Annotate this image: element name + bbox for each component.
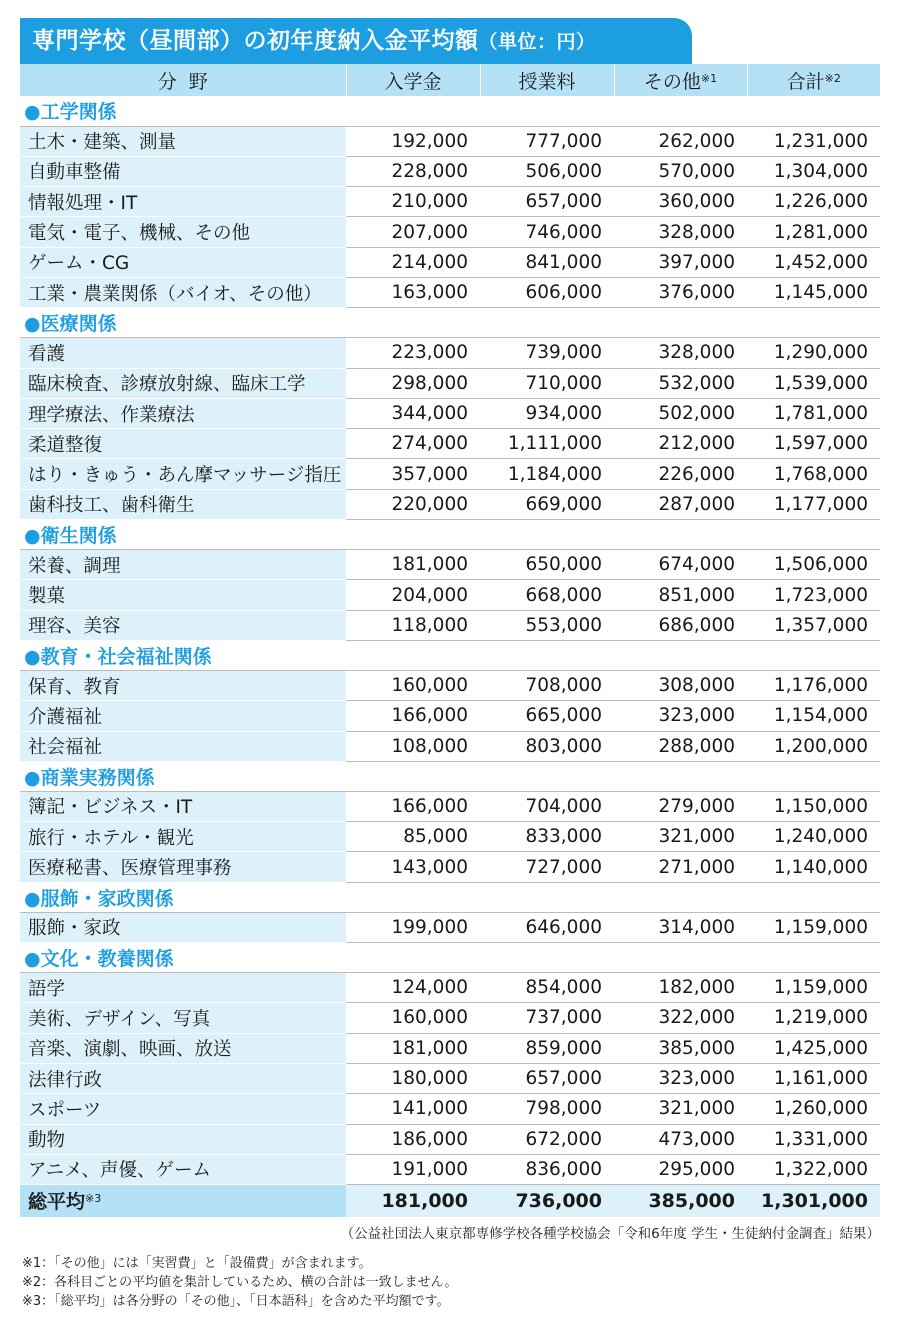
tuition-cell: 1,111,000 xyxy=(480,429,614,459)
field-label: 保育、教育 xyxy=(20,670,346,700)
tuition-cell: 657,000 xyxy=(480,187,614,217)
category-row xyxy=(20,943,880,973)
category-row xyxy=(20,882,880,912)
field-label: アニメ、声優、ゲーム xyxy=(20,1154,346,1184)
field-label: 臨床検査、診療放射線、臨床工学 xyxy=(20,368,346,398)
table-row xyxy=(20,973,880,1003)
tuition-cell: 803,000 xyxy=(480,731,614,761)
table-row xyxy=(20,1154,880,1184)
tuition-cell: 836,000 xyxy=(480,1154,614,1184)
other-cell: 279,000 xyxy=(614,791,747,821)
other-cell: 322,000 xyxy=(614,1003,747,1033)
other-cell: 674,000 xyxy=(614,550,747,580)
other-cell: 473,000 xyxy=(614,1124,747,1154)
table-footer xyxy=(20,1185,880,1217)
table-row xyxy=(20,670,880,700)
admission-cell: 204,000 xyxy=(346,580,480,610)
tuition-cell: 553,000 xyxy=(480,610,614,640)
footnote-1: ※1：「その他」には「実習費」と「設備費」が含まれます。 xyxy=(22,1256,372,1271)
total-cell: 1,226,000 xyxy=(747,187,880,217)
table-row xyxy=(20,1033,880,1063)
admission-cell: 192,000 xyxy=(346,126,480,156)
other-cell: 397,000 xyxy=(614,247,747,277)
tuition-cell: 777,000 xyxy=(480,126,614,156)
category-heading: ●工学関係 xyxy=(20,96,880,126)
title-text: 専門学校（昼間部）の初年度納入金平均額 xyxy=(32,28,479,54)
table-row xyxy=(20,459,880,489)
total-tuition: 736,000 xyxy=(480,1185,614,1217)
admission-cell: 180,000 xyxy=(346,1063,480,1093)
table-row xyxy=(20,1094,880,1124)
total-cell: 1,154,000 xyxy=(747,701,880,731)
field-label: 自動車整備 xyxy=(20,156,346,186)
tuition-cell: 1,184,000 xyxy=(480,459,614,489)
admission-cell: 160,000 xyxy=(346,670,480,700)
total-cell: 1,768,000 xyxy=(747,459,880,489)
table-row xyxy=(20,822,880,852)
total-sum: 1,301,000 xyxy=(747,1185,880,1217)
table-row xyxy=(20,580,880,610)
field-label: 簿記・ビジネス・IT xyxy=(20,791,346,821)
field-label: 理学療法、作業療法 xyxy=(20,398,346,428)
tuition-cell: 665,000 xyxy=(480,701,614,731)
field-label: 動物 xyxy=(20,1124,346,1154)
admission-cell: 199,000 xyxy=(346,912,480,942)
field-label: 製菓 xyxy=(20,580,346,610)
total-cell: 1,177,000 xyxy=(747,489,880,519)
header-admission: 入学金 xyxy=(346,64,480,96)
total-cell: 1,231,000 xyxy=(747,126,880,156)
field-label: 音楽、演劇、映画、放送 xyxy=(20,1033,346,1063)
other-cell: 271,000 xyxy=(614,852,747,882)
table-row xyxy=(20,247,880,277)
other-cell: 321,000 xyxy=(614,1094,747,1124)
header-tuition: 授業料 xyxy=(480,64,614,96)
tuition-cell: 606,000 xyxy=(480,277,614,307)
header-field: 分野 xyxy=(20,64,346,96)
total-cell: 1,200,000 xyxy=(747,731,880,761)
category-heading: ●医療関係 xyxy=(20,308,880,338)
other-cell: 295,000 xyxy=(614,1154,747,1184)
admission-cell: 108,000 xyxy=(346,731,480,761)
note-mark-1: ※1 xyxy=(700,71,718,85)
table-row xyxy=(20,791,880,821)
admission-cell: 274,000 xyxy=(346,429,480,459)
admission-cell: 214,000 xyxy=(346,247,480,277)
other-cell: 385,000 xyxy=(614,1033,747,1063)
tuition-cell: 739,000 xyxy=(480,338,614,368)
field-label: 工業・農業関係（バイオ、その他） xyxy=(20,277,346,307)
other-cell: 323,000 xyxy=(614,1063,747,1093)
other-cell: 570,000 xyxy=(614,156,747,186)
table-row xyxy=(20,368,880,398)
other-cell: 376,000 xyxy=(614,277,747,307)
field-label: 情報処理・IT xyxy=(20,187,346,217)
footnote-2: ※2：各科目ごとの平均値を集計しているため、横の合計は一致しません。 xyxy=(22,1275,458,1290)
field-label: 服飾・家政 xyxy=(20,912,346,942)
tuition-cell: 737,000 xyxy=(480,1003,614,1033)
field-label: 医療秘書、医療管理事務 xyxy=(20,852,346,882)
other-cell: 532,000 xyxy=(614,368,747,398)
note-mark-2: ※2 xyxy=(824,71,841,85)
field-label: 理容、美容 xyxy=(20,610,346,640)
tuition-cell: 833,000 xyxy=(480,822,614,852)
tuition-cell: 859,000 xyxy=(480,1033,614,1063)
note-mark-3: ※3 xyxy=(85,1192,102,1206)
title-unit: （単位：円） xyxy=(478,31,596,53)
field-label: 旅行・ホテル・観光 xyxy=(20,822,346,852)
admission-cell: 181,000 xyxy=(346,1033,480,1063)
admission-cell: 298,000 xyxy=(346,368,480,398)
admission-cell: 166,000 xyxy=(346,701,480,731)
tuition-cell: 934,000 xyxy=(480,398,614,428)
field-label: 社会福祉 xyxy=(20,731,346,761)
footnotes xyxy=(22,1254,457,1311)
table-row xyxy=(20,852,880,882)
total-other: 385,000 xyxy=(614,1185,747,1217)
total-cell: 1,597,000 xyxy=(747,429,880,459)
admission-cell: 143,000 xyxy=(346,852,480,882)
total-cell: 1,260,000 xyxy=(747,1094,880,1124)
category-row xyxy=(20,761,880,791)
table-header xyxy=(20,64,880,96)
table-row xyxy=(20,550,880,580)
total-cell: 1,322,000 xyxy=(747,1154,880,1184)
page-title xyxy=(20,18,692,64)
total-cell: 1,290,000 xyxy=(747,338,880,368)
category-heading: ●服飾・家政関係 xyxy=(20,882,880,912)
tuition-cell: 646,000 xyxy=(480,912,614,942)
total-cell: 1,357,000 xyxy=(747,610,880,640)
category-row xyxy=(20,520,880,550)
field-label: 看護 xyxy=(20,338,346,368)
table-body xyxy=(20,96,880,1185)
tuition-cell: 798,000 xyxy=(480,1094,614,1124)
admission-cell: 220,000 xyxy=(346,489,480,519)
category-row xyxy=(20,640,880,670)
other-cell: 360,000 xyxy=(614,187,747,217)
total-cell: 1,539,000 xyxy=(747,368,880,398)
total-cell: 1,161,000 xyxy=(747,1063,880,1093)
tuition-cell: 710,000 xyxy=(480,368,614,398)
table-row xyxy=(20,1063,880,1093)
other-cell: 851,000 xyxy=(614,580,747,610)
total-cell: 1,331,000 xyxy=(747,1124,880,1154)
total-label: 総平均$^{※3}$ xyxy=(20,1185,346,1217)
category-heading: ●衛生関係 xyxy=(20,520,880,550)
total-cell: 1,723,000 xyxy=(747,580,880,610)
admission-cell: 163,000 xyxy=(346,277,480,307)
total-cell: 1,150,000 xyxy=(747,791,880,821)
other-cell: 502,000 xyxy=(614,398,747,428)
table-row xyxy=(20,277,880,307)
other-cell: 686,000 xyxy=(614,610,747,640)
other-cell: 308,000 xyxy=(614,670,747,700)
tuition-cell: 650,000 xyxy=(480,550,614,580)
total-admission: 181,000 xyxy=(346,1185,480,1217)
other-cell: 182,000 xyxy=(614,973,747,1003)
header-other: その他$^{※1}$ xyxy=(614,64,747,96)
table-row xyxy=(20,731,880,761)
other-cell: 226,000 xyxy=(614,459,747,489)
field-label: 語学 xyxy=(20,973,346,1003)
table-row xyxy=(20,701,880,731)
other-cell: 262,000 xyxy=(614,126,747,156)
fees-table xyxy=(20,64,880,1217)
field-label: 柔道整復 xyxy=(20,429,346,459)
tuition-cell: 672,000 xyxy=(480,1124,614,1154)
field-label: 土木・建築、測量 xyxy=(20,126,346,156)
total-cell: 1,176,000 xyxy=(747,670,880,700)
admission-cell: 141,000 xyxy=(346,1094,480,1124)
tuition-cell: 727,000 xyxy=(480,852,614,882)
field-label: スポーツ xyxy=(20,1094,346,1124)
total-cell: 1,281,000 xyxy=(747,217,880,247)
table-row xyxy=(20,217,880,247)
table-row xyxy=(20,187,880,217)
admission-cell: 223,000 xyxy=(346,338,480,368)
field-label: ゲーム・CG xyxy=(20,247,346,277)
total-cell: 1,140,000 xyxy=(747,852,880,882)
field-label: 栄養、調理 xyxy=(20,550,346,580)
admission-cell: 191,000 xyxy=(346,1154,480,1184)
table-row xyxy=(20,156,880,186)
table-row xyxy=(20,912,880,942)
admission-cell: 181,000 xyxy=(346,550,480,580)
table-row xyxy=(20,1124,880,1154)
total-cell: 1,452,000 xyxy=(747,247,880,277)
total-cell: 1,145,000 xyxy=(747,277,880,307)
tuition-cell: 704,000 xyxy=(480,791,614,821)
other-cell: 323,000 xyxy=(614,701,747,731)
other-cell: 287,000 xyxy=(614,489,747,519)
other-cell: 328,000 xyxy=(614,338,747,368)
total-cell: 1,219,000 xyxy=(747,1003,880,1033)
total-cell: 1,159,000 xyxy=(747,973,880,1003)
tuition-cell: 708,000 xyxy=(480,670,614,700)
category-heading: ●文化・教養関係 xyxy=(20,943,880,973)
category-heading: ●商業実務関係 xyxy=(20,761,880,791)
field-label: 介護福祉 xyxy=(20,701,346,731)
table-row xyxy=(20,489,880,519)
field-label: 美術、デザイン、写真 xyxy=(20,1003,346,1033)
total-cell: 1,240,000 xyxy=(747,822,880,852)
category-heading: ●教育・社会福祉関係 xyxy=(20,640,880,670)
other-cell: 314,000 xyxy=(614,912,747,942)
field-label: 法律行政 xyxy=(20,1063,346,1093)
total-cell: 1,304,000 xyxy=(747,156,880,186)
table-row xyxy=(20,126,880,156)
admission-cell: 210,000 xyxy=(346,187,480,217)
admission-cell: 207,000 xyxy=(346,217,480,247)
admission-cell: 124,000 xyxy=(346,973,480,1003)
tuition-cell: 506,000 xyxy=(480,156,614,186)
table-row xyxy=(20,1003,880,1033)
admission-cell: 344,000 xyxy=(346,398,480,428)
tuition-cell: 668,000 xyxy=(480,580,614,610)
source-citation: （公益社団法人東京都専修学校各種学校協会「令和6年度 学生・生徒納付金調査」結果） xyxy=(340,1226,880,1242)
admission-cell: 228,000 xyxy=(346,156,480,186)
category-row xyxy=(20,308,880,338)
total-row xyxy=(20,1185,880,1217)
total-cell: 1,506,000 xyxy=(747,550,880,580)
table-row xyxy=(20,338,880,368)
table-row xyxy=(20,610,880,640)
other-cell: 321,000 xyxy=(614,822,747,852)
table-row xyxy=(20,398,880,428)
tuition-cell: 657,000 xyxy=(480,1063,614,1093)
field-label: はり・きゅう・あん摩マッサージ指圧 xyxy=(20,459,346,489)
table-row xyxy=(20,429,880,459)
total-cell: 1,781,000 xyxy=(747,398,880,428)
total-cell: 1,159,000 xyxy=(747,912,880,942)
other-cell: 212,000 xyxy=(614,429,747,459)
tuition-cell: 746,000 xyxy=(480,217,614,247)
admission-cell: 357,000 xyxy=(346,459,480,489)
tuition-cell: 841,000 xyxy=(480,247,614,277)
footnote-3: ※3：「総平均」は各分野の「その他」、「日本語科」を含めた平均額です。 xyxy=(22,1294,450,1309)
tuition-cell: 669,000 xyxy=(480,489,614,519)
admission-cell: 186,000 xyxy=(346,1124,480,1154)
category-row xyxy=(20,96,880,126)
header-total: 合計$^{※2}$ xyxy=(747,64,880,96)
other-cell: 288,000 xyxy=(614,731,747,761)
field-label: 電気・電子、機械、その他 xyxy=(20,217,346,247)
total-cell: 1,425,000 xyxy=(747,1033,880,1063)
field-label: 歯科技工、歯科衛生 xyxy=(20,489,346,519)
other-cell: 328,000 xyxy=(614,217,747,247)
admission-cell: 85,000 xyxy=(346,822,480,852)
admission-cell: 118,000 xyxy=(346,610,480,640)
admission-cell: 160,000 xyxy=(346,1003,480,1033)
tuition-cell: 854,000 xyxy=(480,973,614,1003)
admission-cell: 166,000 xyxy=(346,791,480,821)
